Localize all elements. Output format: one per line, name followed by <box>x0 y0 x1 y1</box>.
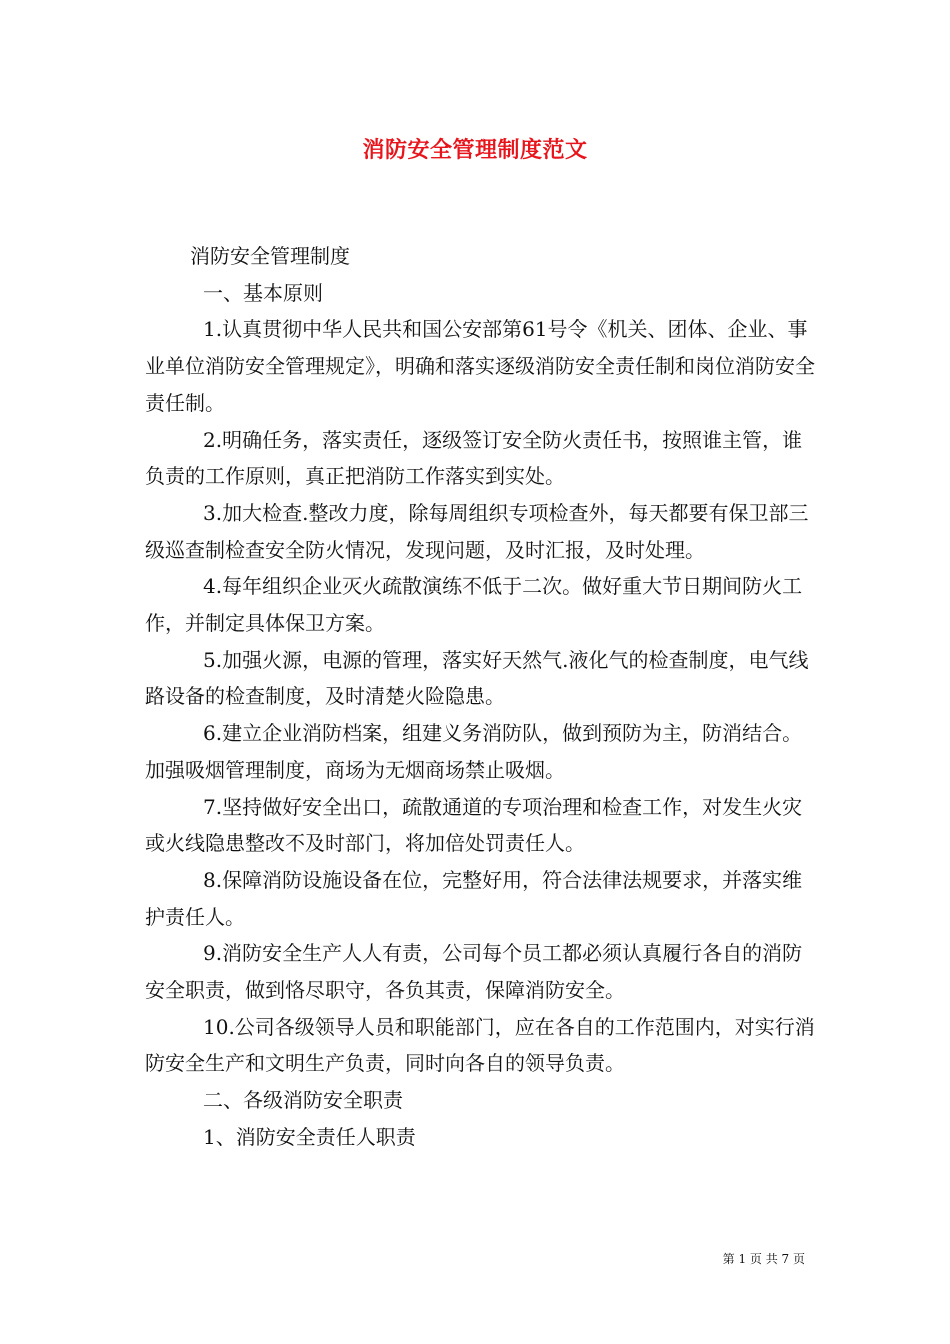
paragraph-item-1: 1.认真贯彻中华人民共和国公安部第61号令《机关、团体、企业、事业单位消防安全管理规定》，明确和落实逐级消防安全责任制和岗位消防安全责任制。 <box>145 317 815 415</box>
paragraph-item-2: 2.明确任务，落实责任，逐级签订安全防火责任书，按照谁主管，谁负责的工作原则，真正把消防工作落实到实处。 <box>145 427 803 489</box>
document-body <box>145 238 815 1156</box>
subsection-heading: 1、消防安全责任人职责 <box>203 1124 416 1149</box>
paragraph-heading: 消防安全管理制度 <box>190 244 350 268</box>
paragraph-item-6: 6.建立企业消防档案，组建义务消防队，做到预防为主，防消结合。加强吸烟管理制度，商场为无烟商场禁止吸烟。 <box>145 721 803 782</box>
paragraph-item-8: 8.保障消防设施设备在位，完整好用，符合法律法规要求，并落实维护责任人。 <box>145 867 803 929</box>
paragraph-item-7: 7.坚持做好安全出口，疏散通道的专项治理和检查工作，对发生火灾或火线隐患整改不及时部门，将加倍处罚责任人。 <box>145 794 803 856</box>
page-number-footer: 第 1 页 共 7 页 <box>722 1252 805 1266</box>
paragraph-item-10: 10.公司各级领导人员和职能部门，应在各自的工作范围内，对实行消防安全生产和文明生产负责，同时向各自的领导负责。 <box>145 1014 815 1076</box>
paragraph-item-3: 3.加大检查.整改力度，除每周组织专项检查外，每天都要有保卫部三级巡查制检查安全防火情况，发现问题，及时汇报，及时处理。 <box>145 500 809 562</box>
paragraph-item-9: 9.消防安全生产人人有责，公司每个员工都必须认真履行各自的消防安全职责，做到恪尽职守，各负其责，保障消防安全。 <box>145 941 803 1003</box>
paragraph-item-5: 5.加强火源，电源的管理，落实好天然气.液化气的检查制度，电气线路设备的检查制度，及时清楚火险隐患。 <box>145 647 809 709</box>
document-title: 消防安全管理制度范文 <box>362 137 588 163</box>
section-heading-responsibilities: 二、各级消防安全职责 <box>203 1088 403 1113</box>
section-heading-basic-principles: 一、基本原则 <box>203 280 323 305</box>
paragraph-item-4: 4.每年组织企业灭火疏散演练不低于二次。做好重大节日期间防火工作，并制定具体保卫方案。 <box>145 574 803 636</box>
